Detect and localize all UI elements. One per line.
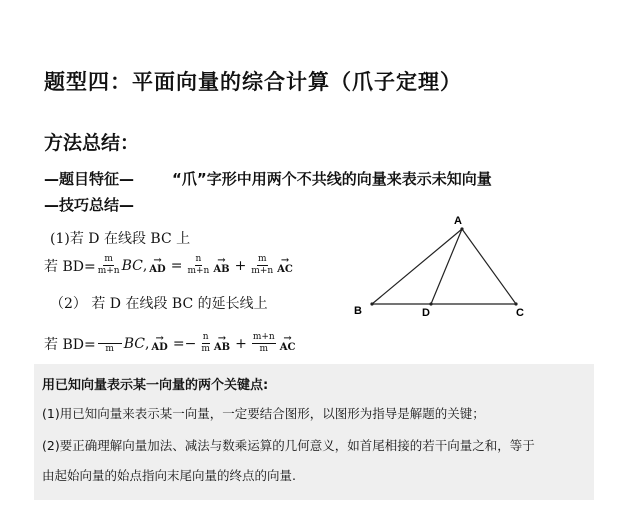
label-a: A [454,215,462,227]
keypoints-title: 用已知向量表示某一向量的两个关键点: [42,378,269,393]
case2-bd-fraction: m [98,333,122,355]
segment-ad [431,229,462,304]
case1-condition: (1)若 D 在线段 BC 上 [50,231,191,247]
case2-bd-label: 若 BD= [44,336,96,353]
case2-formula: 若 BD= m BC , → AD =− $\frac{n}{m}$ → AB + $\frac{m+n}{m}$ → AC [44,332,296,354]
tips-label: —技巧总结— [44,196,135,214]
feature-label: —题目特征— [44,170,135,188]
keypoint-1: (1)用已知向量来表示某一向量，一定要结合图形，以图形为指导是解题的关键； [42,406,485,421]
label-b: B [354,305,362,317]
point-a [460,227,463,230]
point-b [370,302,373,305]
case2-coef1: $\frac{n}{m}$ [201,332,210,354]
segment-ac [462,229,516,304]
keypoint-2a: (2)要正确理解向量加法、减法与数乘运算的几何意义，如首尾相接的若干向量之和，等于 [42,438,535,453]
vector-ab: → AB [213,254,230,275]
case1-bd-fraction: $\frac{m}{m+n}$ [97,254,120,276]
case2-condition: （2） 若 D 在线段 BC 的延长线上 [50,296,268,312]
vector-ab: → AB [213,332,231,353]
keypoint-2b: 由起始向量的始点指向末尾向量的终点的向量. [42,468,296,483]
case1-bd-label: 若 BD= [44,258,96,275]
segment-ab [372,229,462,304]
vector-ad: → AD [149,254,166,275]
page-title: 题型四：平面向量的综合计算（爪子定理） [44,70,462,94]
case2-coef2: $\frac{m+n}{m}$ [252,332,275,354]
vector-ad: → AD [151,332,168,353]
feature-text: “爪”字形中用两个不共线的向量来表示未知向量 [172,170,492,188]
case1-coef1: $\frac{n}{m+n}$ [187,254,210,276]
point-c [514,302,517,305]
point-d [429,302,432,305]
case1-bc: BC [121,257,143,274]
label-c: C [516,307,524,319]
case2-bc: BC [123,335,145,352]
vector-ac: → AC [279,332,296,353]
case1-coef2: $\frac{m}{m+n}$ [251,254,274,276]
label-d: D [422,307,430,319]
triangle-diagram [340,210,550,325]
method-heading: 方法总结： [44,132,140,154]
case1-formula: 若 BD= $\frac{m}{m+n}$ BC , → AD = $\frac{n}{m+n}$ → AB + $\frac{m}{m+n}$ → AC [44,254,293,276]
vector-ac: → AC [277,254,293,275]
